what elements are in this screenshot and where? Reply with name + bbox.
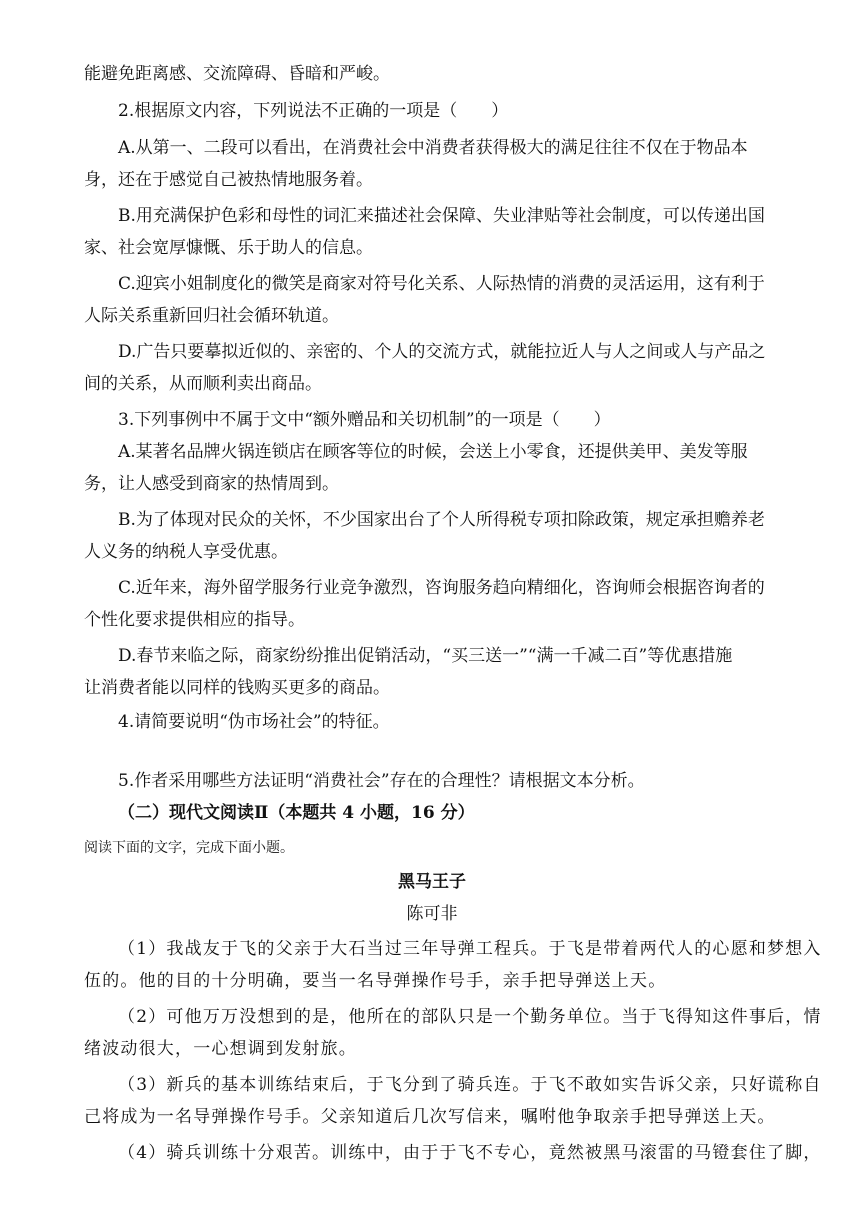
option-c: C.迎宾小姐制度化的微笑是商家对符号化关系、人际热情的消费的灵活运用，这有利于 [118, 274, 765, 294]
text-line: 间的关系，从而顺利卖出商品。 [84, 374, 322, 394]
option-d: D.广告只要摹拟近似的、亲密的、个人的交流方式，就能拉近人与人之间或人与产品之 [118, 342, 766, 362]
text-line: 让消费者能以同样的钱购买更多的商品。 [84, 678, 390, 698]
text-line: 绪波动很大，一心想调到发射旅。 [84, 1039, 357, 1059]
paragraph-1: （1）我战友于飞的父亲于大石当过三年导弹工程兵。于飞是带着两代人的心愿和梦想入 [118, 939, 822, 959]
text-line: 人义务的纳税人享受优惠。 [84, 542, 288, 562]
paragraph-3: （3）新兵的基本训练结束后，于飞分到了骑兵连。于飞不敢如实告诉父亲，只好谎称自 [118, 1075, 822, 1095]
question-5: 5.作者采用哪些方法证明“消费社会”存在的合理性？请根据文本分析。 [118, 771, 645, 791]
question-2: 2.根据原文内容，下列说法不正确的一项是（ ） [118, 101, 509, 121]
text-line: 人际关系重新回归社会循环轨道。 [84, 306, 339, 326]
question-3: 3.下列事例中不属于文中“额外赠品和关切机制”的一项是（ ） [118, 410, 611, 430]
text-line: 务，让人感受到商家的热情周到。 [84, 474, 339, 494]
instruction: 阅读下面的文字，完成下面小题。 [84, 840, 294, 856]
paragraph-4: （4）骑兵训练十分艰苦。训练中，由于于飞不专心，竟然被黑马滚雷的马镫套住了脚， [118, 1143, 822, 1163]
option-c: C.近年来，海外留学服务行业竞争激烈，咨询服务趋向精细化，咨询师会根据咨询者的 [118, 578, 765, 598]
text-line: 己将成为一名导弹操作号手。父亲知道后几次写信来，嘱咐他争取亲手把导弹送上天。 [84, 1107, 776, 1127]
option-a: A.某著名品牌火锅连锁店在顾客等位的时候，会送上小零食，还提供美甲、美发等服 [118, 442, 748, 462]
option-d: D.春节来临之际，商家纷纷推出促销活动，“买三送一”“满一千减二百”等优惠措施 [118, 646, 733, 666]
paragraph-2: （2）可他万万没想到的是，他所在的部队只是一个勤务单位。当于飞得知这件事后，情 [118, 1007, 822, 1027]
text-line: 身，还在于感觉自己被热情地服务着。 [84, 170, 373, 190]
section-heading: （二）现代文阅读Ⅱ（本题共 4 小题，16 分） [118, 803, 475, 823]
text-line: 能避免距离感、交流障碍、昏暗和严峻。 [84, 64, 390, 84]
story-title: 黑马王子 [398, 872, 466, 892]
text-line: 伍的。他的目的十分明确，要当一名导弹操作号手，亲手把导弹送上天。 [84, 971, 667, 991]
text-line: 个性化要求提供相应的指导。 [84, 610, 305, 630]
option-a: A.从第一、二段可以看出，在消费社会中消费者获得极大的满足往往不仅在于物品本 [118, 138, 748, 158]
question-4: 4.请简要说明“伪市场社会”的特征。 [118, 712, 390, 732]
story-author: 陈可非 [406, 904, 458, 924]
text-line: 家、社会宽厚慷慨、乐于助人的信息。 [84, 238, 373, 258]
option-b: B.用充满保护色彩和母性的词汇来描述社会保障、失业津贴等社会制度，可以传递出国 [118, 206, 765, 226]
option-b: B.为了体现对民众的关怀，不少国家出台了个人所得税专项扣除政策，规定承担赡养老 [118, 510, 765, 530]
